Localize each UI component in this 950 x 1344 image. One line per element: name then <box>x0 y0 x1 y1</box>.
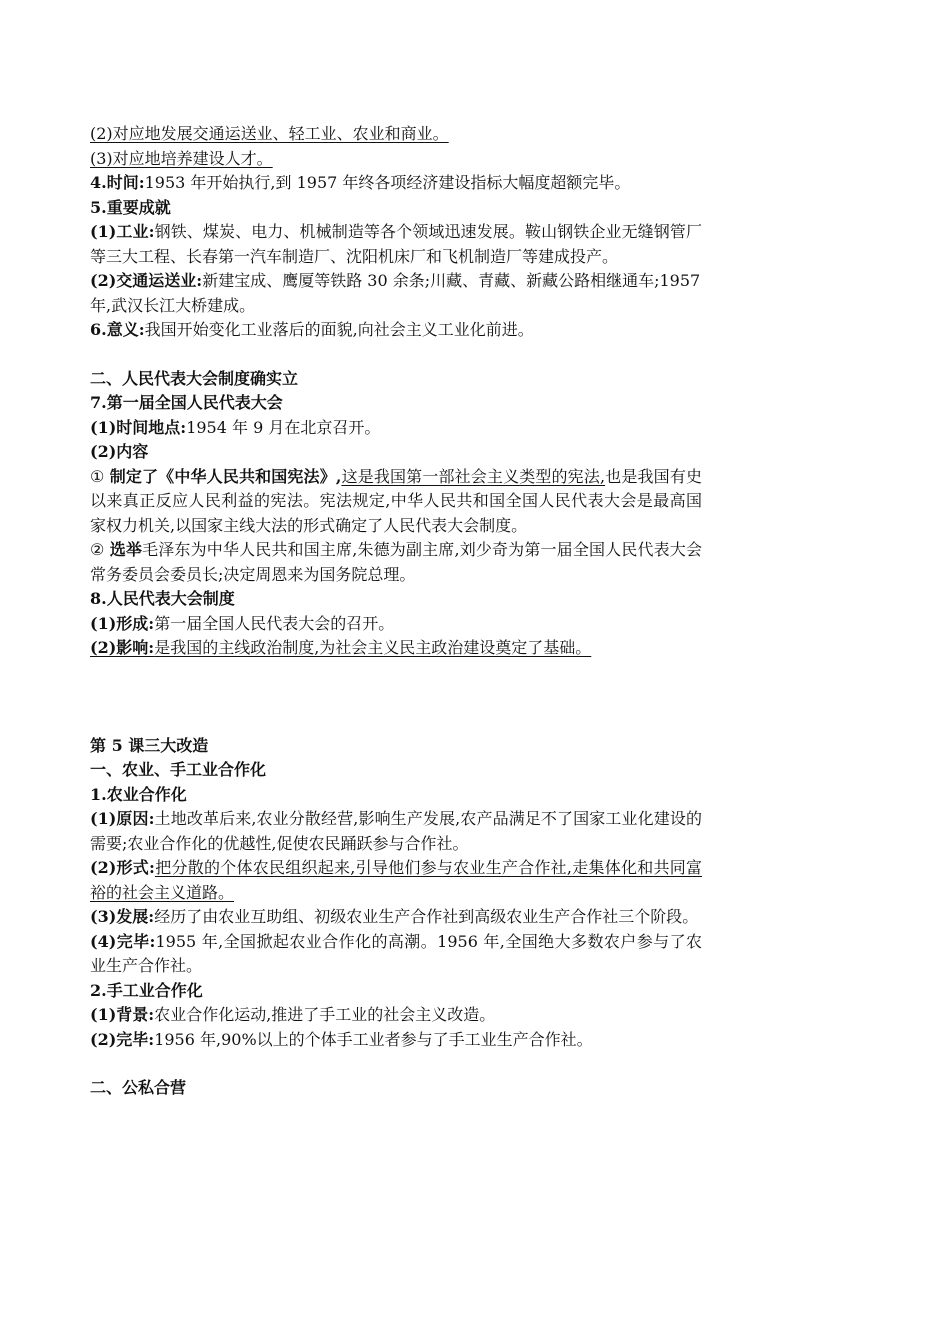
circled-one: ① <box>90 466 110 486</box>
completion-label: (4)完毕: <box>90 931 156 951</box>
section-2-title: 二、人民代表大会制度确实立 <box>90 368 299 388</box>
reason-label: (1)原因: <box>90 809 155 828</box>
significance-line <box>90 318 702 343</box>
constitution-paragraph <box>90 465 702 539</box>
constitution-underlined: 这是我国第一部社会主义类型的宪法, <box>341 466 606 486</box>
document-page <box>90 122 702 1101</box>
time-text: 1953 年开始执行,到 1957 年终各项经济建设指标大幅度超额完毕。 <box>144 173 631 192</box>
reason-text: 土地改革后来,农业分散经营,影响生产发展,农产品满足不了国家工业化建设的需要;农业合作化的优越性,促使农民踊跃参与合作社。 <box>90 809 702 853</box>
time-line <box>90 171 702 196</box>
section-2-heading-8: 8.人民代表大会制度 <box>90 589 235 608</box>
transport-paragraph <box>90 269 702 294</box>
spacer <box>90 1052 702 1076</box>
agri-reason-paragraph <box>90 807 702 856</box>
agri-completion-paragraph <box>90 930 702 979</box>
achievements-heading: 5.重要成就 <box>90 197 171 217</box>
transport-text: 新建宝成、鹰厦等铁路 30 余条;川藏、青藏、新藏公路相继通车;1957 <box>202 271 701 290</box>
form-text: 把分散的个体农民组织起来,引导他们参与农业生产合作社,走集体化和共同富裕的社会主义道路。 <box>90 858 702 902</box>
agri-form-paragraph <box>90 856 702 905</box>
development-text: 经历了由农业互助组、初级农业生产合作社到高级农业生产合作社三个阶段。 <box>154 907 699 926</box>
npc-influence <box>90 636 702 661</box>
constitution-bold: 制定了《中华人民共和国宪法》, <box>109 466 342 486</box>
industry-text: 钢铁、煤炭、电力、机械制造等各个领域迅速发展。鞍山钢铁企业无缝钢管厂等三大工程、长春第一汽车制造厂、沈阳机床厂和飞机制造厂等建成投产。 <box>90 222 702 266</box>
plan-item-3 <box>90 147 702 172</box>
npc-time-place <box>90 416 702 441</box>
circled-two: ② <box>90 540 110 559</box>
handicraft-completion-text: 1956 年,90%以上的个体手工业者参与了手工业生产合作社。 <box>154 1029 593 1049</box>
election-text: 毛泽东为中华人民共和国主席,朱德为副主席,刘少奇为第一届全国人民代表大会常务委员会委员长;决定周恩来为国务院总理。 <box>90 540 702 584</box>
industry-label: (1)工业: <box>90 222 155 241</box>
formation-label: (1)形成: <box>90 613 155 633</box>
agri-coop-heading: 1.农业合作化 <box>90 784 187 804</box>
constitution-text: 也是我国有史以来真正反应人民利益的宪法。宪法规定,中华人民共和国全国人民代表大会是最高国家权力机关,以国家主线大法的形式确定了人民代表大会制度。 <box>90 466 702 535</box>
election-paragraph <box>90 538 702 587</box>
spacer <box>90 661 702 734</box>
section-2-heading-7: 7.第一届全国人民代表大会 <box>90 393 283 412</box>
background-text: 农业合作化运动,推进了手工业的社会主义改造。 <box>154 1005 496 1024</box>
plan-item-3-text: (3)对应地培养建设人才。 <box>90 148 273 168</box>
npc-time-label: (1)时间地点: <box>90 417 187 437</box>
development-label: (3)发展: <box>90 907 155 926</box>
transport-label: (2)交通运送业: <box>90 271 203 290</box>
plan-item-2-text: (2)对应地发展交通运送业、轻工业、农业和商业。 <box>90 124 449 143</box>
influence-text: 是我国的主线政治制度,为社会主义民主政治建设奠定了基础。 <box>154 638 592 657</box>
npc-content-heading: (2)内容 <box>90 442 149 461</box>
handicraft-completion-label: (2)完毕: <box>90 1029 155 1049</box>
significance-label: 6.意义: <box>90 320 145 339</box>
formation-text: 第一届全国人民代表大会的召开。 <box>154 613 395 633</box>
handicraft-completion <box>90 1028 702 1053</box>
influence-label: (2)影响: <box>90 638 155 657</box>
industry-paragraph <box>90 220 702 269</box>
lesson-5-title: 第 5 课三大改造 <box>90 735 209 755</box>
form-label: (2)形式: <box>90 858 155 877</box>
handicraft-heading: 2.手工业合作化 <box>90 980 203 1000</box>
spacer <box>90 343 702 367</box>
npc-formation <box>90 612 702 637</box>
completion-text: 1955 年,全国掀起农业合作化的高潮。1956 年,全国绝大多数农户参与了农业生产合作社。 <box>90 931 702 975</box>
time-label: 4.时间: <box>90 173 145 192</box>
plan-item-2 <box>90 122 702 147</box>
handicraft-background <box>90 1003 702 1028</box>
significance-text: 我国开始变化工业落后的面貌,向社会主义工业化前进。 <box>144 320 534 339</box>
election-bold: 选举 <box>109 540 143 559</box>
transport-continued: 年,武汉长江大桥建成。 <box>90 295 256 315</box>
npc-time-text: 1954 年 9 月在北京召开。 <box>186 417 381 437</box>
section-4-title: 二、公私合营 <box>90 1078 187 1097</box>
agri-development-paragraph <box>90 905 702 930</box>
section-3-subtitle: 一、农业、手工业合作化 <box>90 760 267 779</box>
background-label: (1)背景: <box>90 1005 155 1024</box>
